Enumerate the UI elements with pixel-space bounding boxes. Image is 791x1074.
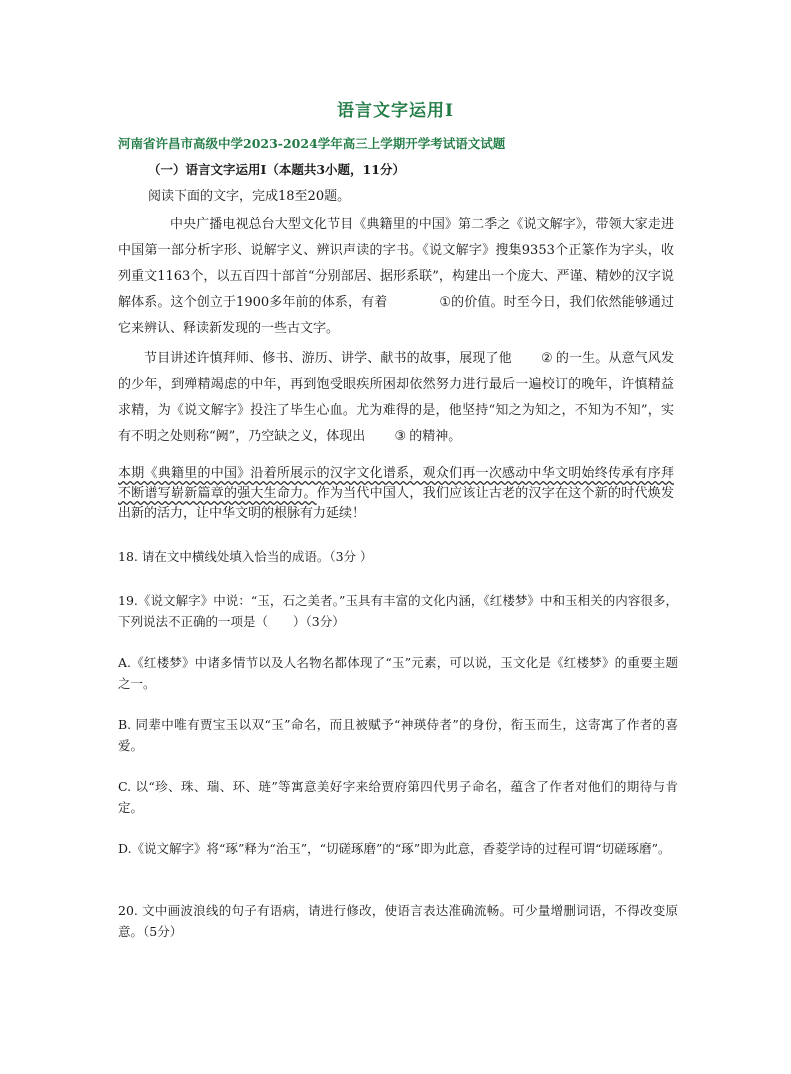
option-c: C. 以“珍、珠、瑞、环、琏”等寓意美好字来给贾府第四代男子命名，蕴含了作者对他们的期待与肯定。 (118, 779, 678, 815)
blank-1: ① (439, 295, 451, 310)
passage-text: 中央广播电视总台大型文化节目《典籍里的中国》第二季之《说文解字》，带领大家走进中国第一部分析字形、说解字义、辨识声读的字书。《说文解字》搜集9353个正篆作为字头，收列重文1163个，以五百四十部首“分别部居、据形系联”，构建出一个庞大、严谨、精妙的汉字说解体系。这个创立于1900多年前的体系，有着 (118, 217, 674, 310)
passage-text: 作为当代中国人，我们应该让古老的汉字在这个新的时代焕发出新的活力，让中华文明的根脉有力延续！ (118, 486, 674, 521)
question-19: 19.《说文解字》中说：“玉，石之美者。”玉具有丰富的文化内涵，《红楼梦》中和玉相关的内容很多，下列说法不正确的一项是（ ）（3分） (118, 593, 678, 629)
passage-text: 的价值。时至今日，我们依然能够通过它来辨认、释读新发现的一些古文字。 (118, 295, 674, 336)
passage-text: 的一生。从意气风发的少年，到殚精竭虑的中年，再到饱受眼疾所困却依然努力进行最后一遍校订的晚年，许慎精益求精，为《说文解字》投注了毕生心血。尤为难得的是，他坚持“知之为知之，不知为不知”，实有不明之处则称“阙”，乃空缺之义，体现出 (118, 351, 674, 444)
reading-instruction: 阅读下面的文字，完成18至20题。 (148, 189, 351, 204)
blank-2: ② (540, 351, 553, 366)
section-heading: （一）语言文字运用Ⅰ（本题共3小题，11分） (148, 162, 405, 177)
wavy-underlined-sentence: 本期《典籍里的中国》沿着所展示的汉字文化谱系，观众们再一次感动中华文明始终传承有序拜不断谱写崭新篇章的强大生命力。 (118, 466, 674, 501)
question-18: 18. 请在文中横线处填入恰当的成语。（3分 ） (118, 549, 373, 564)
passage-text: 的精神。 (409, 429, 462, 444)
exam-source: 河南省许昌市高级中学2023-2024学年高三上学期开学考试语文试题 (118, 136, 506, 151)
option-a: A.《红楼梦》中诸多情节以及人名物名都体现了“玉”元素，可以说，玉文化是《红楼梦》的重要主题之一。 (118, 655, 678, 691)
question-20: 20. 文中画波浪线的句子有语病，请进行修改，使语言表达准确流畅。可少量增删词语，不得改变原意。（5分） (118, 903, 678, 939)
passage-paragraph-1 (118, 212, 674, 342)
passage-text: 节目讲述许慎拜师、修书、游历、讲学、献书的故事，展现了他 (144, 351, 512, 366)
blank-3: ③ (394, 429, 407, 444)
passage-paragraph-2 (118, 346, 674, 450)
option-d: D.《说文解字》将“琢”释为“治玉”，“切磋琢磨”的“琢”即为此意，香菱学诗的过程可谓“切磋琢磨”。 (118, 841, 671, 856)
page-title: 语言文字运用Ⅰ (337, 101, 454, 121)
option-b: B. 同辈中唯有贾宝玉以双“玉”命名，而且被赋予“神瑛侍者”的身份，衔玉而生，这寄寓了作者的喜爱。 (118, 717, 678, 753)
passage-paragraph-3 (118, 464, 674, 524)
